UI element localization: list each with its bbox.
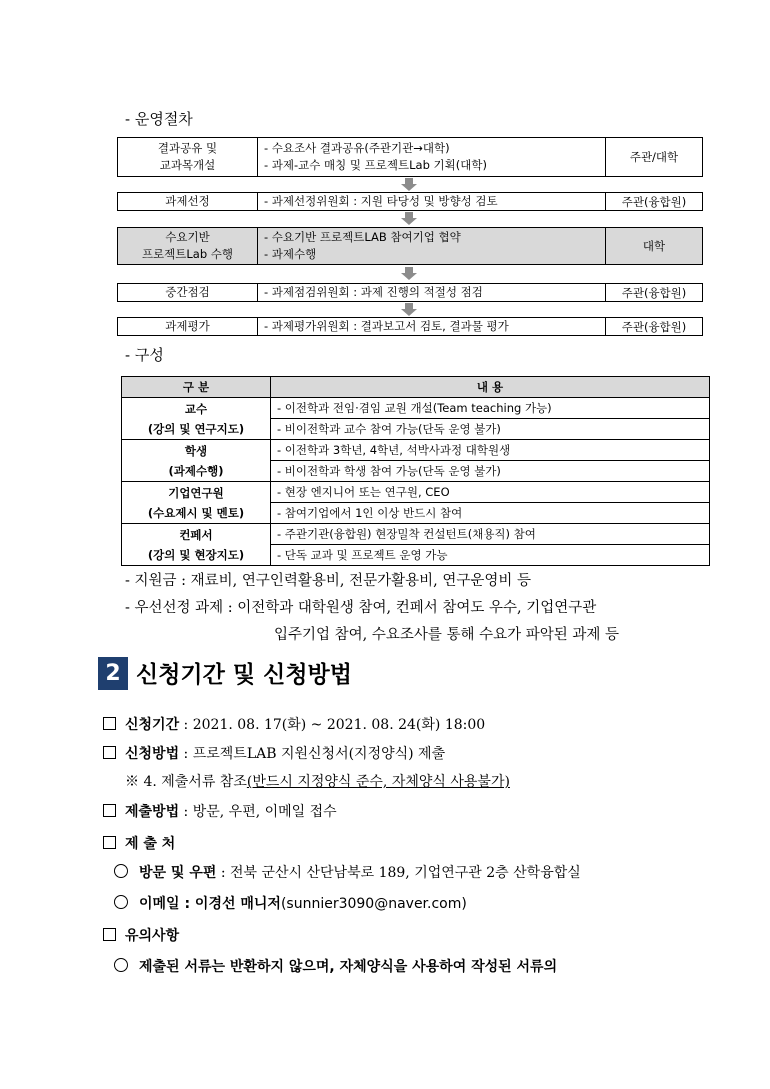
procedure-stage: 결과공유 및 xyxy=(157,141,218,155)
category-cell: 교수 (강의 및 연구지도) xyxy=(122,398,271,440)
content-cell: - 현장 엔지니어 또는 연구원, CEO xyxy=(271,482,710,503)
content-cell: - 주관기관(융합원) 현장밀착 컨설턴트(채용직) 참여 xyxy=(271,524,710,545)
submit-method-value: : 방문, 우편, 이메일 접수 xyxy=(179,804,337,820)
procedure-detail: - 과제평가위원회 : 결과보고서 검토, 결과물 평가 xyxy=(264,319,509,333)
composition-heading: - 구성 xyxy=(125,346,164,364)
table-row xyxy=(122,482,710,503)
procedure-owner: 대학 xyxy=(642,239,666,253)
priority-text: - 우선선정 과제 : 이전학과 대학원생 참여, 컨페서 참여도 우수, 기업연구관 xyxy=(125,600,597,616)
header-content: 내 용 xyxy=(271,377,710,398)
email-item xyxy=(114,893,467,913)
submit-method-label: 제출방법 xyxy=(125,804,180,820)
procedure-detail: - 과제-교수 매칭 및 프로젝트Lab 기획(대학) xyxy=(264,158,487,172)
content-cell: - 비이전학과 학생 참여 가능(단독 운영 불가) xyxy=(271,461,710,482)
notes-detail xyxy=(114,956,557,976)
table-header-row xyxy=(122,377,710,398)
down-arrow-icon xyxy=(401,212,417,225)
table-row xyxy=(122,398,710,419)
method-note xyxy=(125,771,510,791)
visit-item xyxy=(114,862,581,882)
submit-place-item xyxy=(103,833,175,853)
procedure-row xyxy=(117,192,703,211)
checkbox-square-icon xyxy=(103,717,116,730)
procedure-detail: - 과제수행 xyxy=(264,247,317,261)
visit-value: : 전북 군산시 산단남북로 189, 기업연구관 2층 산학융합실 xyxy=(216,865,581,881)
period-value: : 2021. 08. 17(화) ~ 2021. 08. 24(화) 18:00 xyxy=(179,717,486,733)
submit-method-item xyxy=(103,801,337,821)
procedure-owner: 주관/대학 xyxy=(629,150,679,164)
submit-place-label: 제 출 처 xyxy=(125,836,176,852)
procedure-detail: - 수요조사 결과공유(주관기관→대학) xyxy=(264,141,450,155)
down-arrow-icon xyxy=(401,303,417,316)
procedure-stage: 중간점검 xyxy=(165,285,210,299)
procedure-stage: 과제선정 xyxy=(165,194,210,208)
period-label: 신청기간 xyxy=(125,717,180,733)
down-arrow-icon xyxy=(401,178,417,191)
section-number-badge: 2 xyxy=(98,657,128,690)
table-row xyxy=(122,440,710,461)
procedure-stage: 과제평가 xyxy=(165,319,210,333)
method-item xyxy=(103,743,445,763)
procedure-detail: - 수요기반 프로젝트LAB 참여기업 협약 xyxy=(264,230,461,244)
content-cell: - 참여기업에서 1인 이상 반드시 참여 xyxy=(271,503,710,524)
category-cell: 기업연구원 (수요제시 및 멘토) xyxy=(122,482,271,524)
content-cell: - 비이전학과 교수 참여 가능(단독 운영 불가) xyxy=(271,419,710,440)
content-cell: - 단독 교과 및 프로젝트 운영 가능 xyxy=(271,545,710,566)
circle-bullet-icon xyxy=(114,958,128,972)
funding-text: - 지원금 : 재료비, 연구인력활용비, 전문가활용비, 연구운영비 등 xyxy=(125,573,532,589)
note-underlined: (반드시 지정양식 준수, 자체양식 사용불가) xyxy=(246,774,510,790)
priority-text-continued: 입주기업 참여, 수요조사를 통해 수요가 파악된 과제 등 xyxy=(274,627,620,643)
procedure-stage: 프로젝트Lab 수행 xyxy=(141,247,234,261)
method-value: : 프로젝트LAB 지원신청서(지정양식) 제출 xyxy=(179,746,446,762)
period-item xyxy=(103,714,485,734)
procedure-heading: - 운영절차 xyxy=(125,110,193,128)
procedure-row xyxy=(117,227,703,265)
down-arrow-icon xyxy=(401,267,417,280)
email-label: 이메일 : 이경선 매니저 xyxy=(139,896,281,912)
header-category: 구 분 xyxy=(122,377,271,398)
checkbox-square-icon xyxy=(103,928,116,941)
procedure-stage: 교과목개설 xyxy=(159,158,216,172)
composition-table xyxy=(121,376,710,566)
procedure-stage: 수요기반 xyxy=(165,230,210,244)
procedure-owner: 주관(융합원) xyxy=(621,319,687,334)
procedure-detail: - 과제선정위원회 : 지원 타당성 및 방향성 검토 xyxy=(264,194,498,208)
notes-item xyxy=(103,925,179,945)
checkbox-square-icon xyxy=(103,804,116,817)
procedure-owner: 주관(융합원) xyxy=(621,285,687,300)
visit-label: 방문 및 우편 xyxy=(139,865,217,881)
procedure-detail: - 과제점검위원회 : 과제 진행의 적절성 점검 xyxy=(264,285,483,299)
section-title: 신청기간 및 신청방법 xyxy=(136,662,352,688)
table-row xyxy=(122,524,710,545)
procedure-row xyxy=(117,137,703,177)
content-cell: - 이전학과 전임·겸임 교원 개설(Team teaching 가능) xyxy=(271,398,710,419)
note-prefix: ※ 4. 제출서류 참조 xyxy=(125,774,247,790)
procedure-row xyxy=(117,283,703,302)
category-cell: 컨페서 (강의 및 현장지도) xyxy=(122,524,271,566)
notes-label: 유의사항 xyxy=(125,928,180,944)
email-value: (sunnier3090@naver.com) xyxy=(280,896,467,912)
category-cell: 학생 (과제수행) xyxy=(122,440,271,482)
content-cell: - 이전학과 3학년, 4학년, 석박사과정 대학원생 xyxy=(271,440,710,461)
procedure-owner: 주관(융합원) xyxy=(621,194,687,209)
checkbox-square-icon xyxy=(103,746,116,759)
circle-bullet-icon xyxy=(114,895,128,909)
procedure-row xyxy=(117,317,703,336)
method-label: 신청방법 xyxy=(125,746,180,762)
notes-text: 제출된 서류는 반환하지 않으며, 자체양식을 사용하여 작성된 서류의 xyxy=(139,959,558,975)
checkbox-square-icon xyxy=(103,836,116,849)
circle-bullet-icon xyxy=(114,864,128,878)
